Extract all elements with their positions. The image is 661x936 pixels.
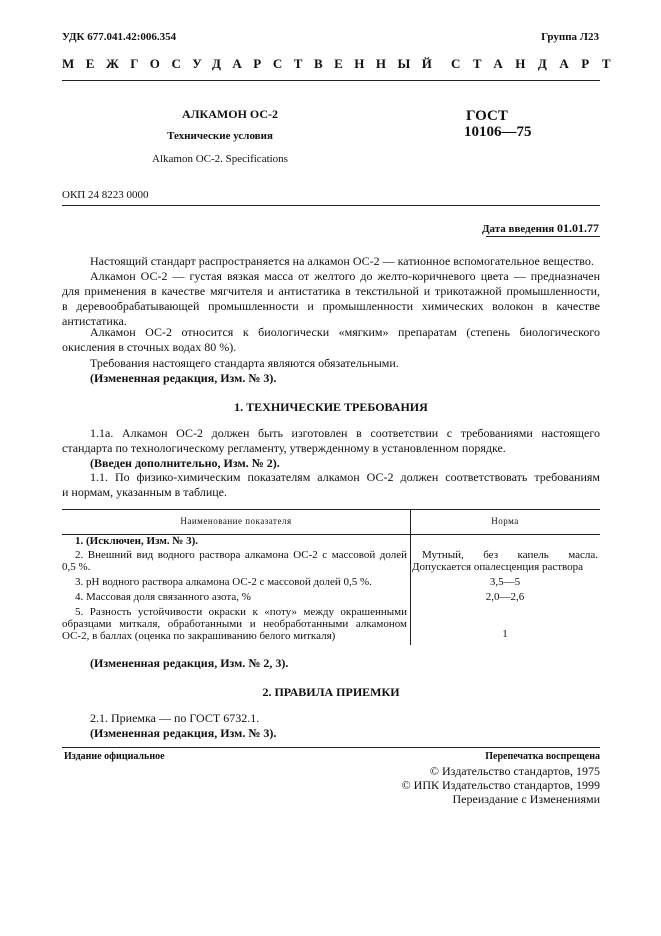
table-row-4-norm: 2,0—2,6: [485, 591, 525, 603]
intro-desc-line-4: антистатика.: [62, 314, 127, 328]
intro-mandatory: Требования настоящего стандарта являются обязательными.: [90, 356, 399, 370]
date-underline: [486, 236, 600, 237]
intro-scope: Настоящий стандарт распространяется на алкамон ОС-2 — катионное вспомогательное вещество.: [90, 254, 594, 268]
intro-bio-line-2: окисления в сточных водах 80 %).: [62, 340, 237, 354]
banner-standard: СТАНДАРТ: [451, 56, 624, 71]
clause-1-1-line-1: 1.1. По физико-химическим показателям алкамон ОС-2 должен соответствовать требованиям: [90, 470, 600, 484]
section-1-title: 1. ТЕХНИЧЕСКИЕ ТРЕБОВАНИЯ: [234, 400, 428, 414]
table-row-3-norm: 3,5—5: [489, 576, 521, 588]
table-row-5-name-3: ОС-2, в баллах (оценка по закрашиванию белого миткаля): [62, 630, 336, 642]
udk-code: УДК 677.041.42:006.354: [62, 31, 177, 43]
table-row-1: 1. (Исключен, Изм. № 3).: [75, 535, 199, 547]
table-row-5-name-2: образцами миткаля, обработанными и необработанными алкамоном: [62, 618, 407, 630]
footer-divider: [62, 747, 600, 748]
table-row-2-name-2: 0,5 %.: [62, 561, 91, 573]
gost-number: 10106—75: [464, 124, 532, 140]
doc-subtitle: Технические условия: [167, 130, 273, 142]
english-title: Alkamon OC-2. Specifications: [152, 153, 288, 165]
clause-2-1: 2.1. Приемка — по ГОСТ 6732.1.: [90, 711, 260, 725]
clause-1-1a-line-2: стандарта по технологическому регламенту, утвержденному в установленном порядке.: [62, 441, 506, 455]
reissue-note: Переиздание с Изменениями: [452, 792, 600, 806]
okp-divider: [62, 205, 600, 206]
okp-code: ОКП 24 8223 0000: [62, 189, 149, 201]
section-1-amendment: (Измененная редакция, Изм. № 2, 3).: [90, 656, 289, 670]
intro-desc-line-2: для применения в качестве мягчителя и антистатика в текстильной и трикотажной промышленности,: [62, 284, 600, 298]
intro-bio-line-1: Алкамон ОС-2 относится к биологически «мягким» препаратам (степень биологического: [90, 325, 600, 339]
intro-date: [482, 221, 599, 237]
banner-interstate: МЕЖГОСУДАРСТВЕННЫЙ: [62, 56, 444, 71]
header-divider: [62, 80, 600, 81]
clause-1-1-line-2: и нормам, указанным в таблице.: [62, 485, 227, 499]
table-top-rule: [62, 509, 600, 510]
section-2-title: 2. ПРАВИЛА ПРИЕМКИ: [262, 685, 400, 699]
group-code: Группа Л23: [541, 31, 599, 43]
intro-desc-line-3: в деревообрабатывающей промышленности и промышленности химических волокон в качестве: [62, 299, 600, 313]
clause-1-1a-line-1: 1.1а. Алкамон ОС-2 должен быть изготовлен в соответствии с требованиями настоящего: [90, 426, 600, 440]
table-row-4-name: 4. Массовая доля связанного азота, %: [75, 591, 251, 603]
table-row-3-name: 3. pH водного раствора алкамона ОС-2 с массовой долей 0,5 %.: [75, 576, 372, 588]
table-row-5-name-1: 5. Разность устойчивости окраски к «поту» между окрашенными: [75, 606, 407, 618]
intro-amendment: (Измененная редакция, Изм. № 3).: [90, 371, 277, 385]
table-head-name: Наименование показателя: [180, 516, 292, 526]
official-edition: Издание официальное: [64, 751, 165, 762]
table-row-2-norm-1: Мутный, без капель масла.: [422, 549, 598, 561]
table-row-5-norm: 1: [502, 628, 508, 640]
product-name: АЛКАМОН ОС-2: [181, 107, 279, 121]
table-head-norm: Норма: [491, 516, 519, 526]
copyright-1975: © Издательство стандартов, 1975: [429, 764, 600, 778]
clause-1-1a-note: (Введен дополнительно, Изм. № 2).: [90, 456, 280, 470]
gost-label: ГОСТ: [466, 108, 508, 124]
intro-desc-line-1: Алкамон ОС-2 — густая вязкая масса от желтого до желто-коричневого цвета — предназначен: [90, 269, 600, 283]
section-2-amendment: (Измененная редакция, Изм. № 3).: [90, 726, 277, 740]
reprint-prohibited: Перепечатка воспрещена: [485, 751, 600, 762]
intro-date-value: 01.01.77: [557, 221, 599, 235]
copyright-1999: © ИПК Издательство стандартов, 1999: [401, 778, 600, 792]
intro-date-label: Дата введения: [481, 223, 555, 235]
table-row-2-name-1: 2. Внешний вид водного раствора алкамона ОС-2 с массовой долей: [75, 549, 407, 561]
table-row-2-norm-2: Допускается опалесценция раствора: [412, 561, 584, 573]
